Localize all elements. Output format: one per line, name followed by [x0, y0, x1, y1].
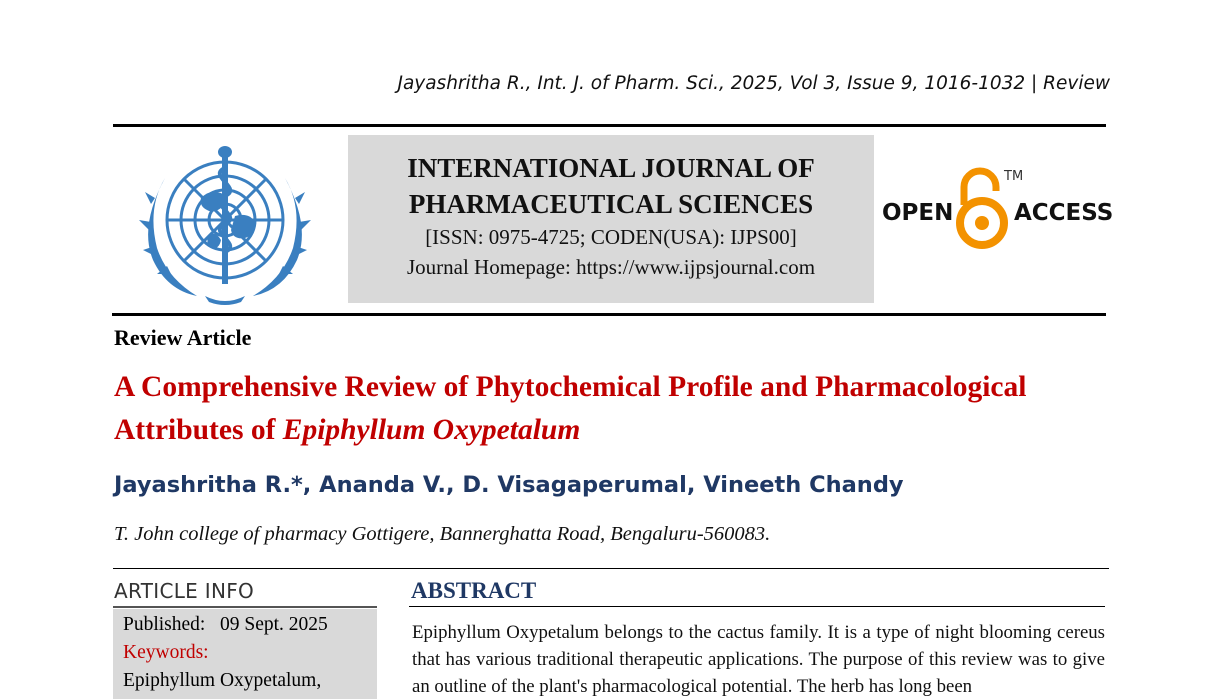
- open-access-logo: [878, 165, 1114, 255]
- published-label: Published:: [123, 614, 206, 635]
- published-date: 09 Sept. 2025: [219, 614, 328, 635]
- article-info-box: [113, 609, 377, 699]
- article-affiliation: T. John college of pharmacy Gottigere, Bannerghatta Road, Bengaluru-560083.: [114, 523, 771, 545]
- keyword-item: Epiphyllum Oxypetalum,: [123, 670, 322, 691]
- article-authors: Jayashritha R.*, Ananda V., D. Visagaperumal, Vineeth Chandy: [114, 472, 904, 498]
- abstract-underline: [409, 606, 1105, 607]
- abstract-heading: ABSTRACT: [411, 578, 537, 603]
- journal-identifiers: [ISSN: 0975-4725; CODEN(USA): IJPS00]: [425, 225, 797, 249]
- masthead-divider: [112, 313, 1106, 316]
- journal-emblem-icon: [125, 138, 325, 308]
- article-info-underline: [113, 606, 377, 608]
- abstract-text: Epiphyllum Oxypetalum belongs to the cactus family. It is a type of night blooming cereus that has various traditional therapeutic applications. The purpose of this review was to give an outline of the plant's pharmacological potential. The herb has long been: [412, 622, 1105, 697]
- article-type: Review Article: [114, 325, 252, 350]
- open-lock-icon: [956, 165, 1008, 251]
- article-title: [114, 366, 1114, 452]
- article-title-text: A Comprehensive Review of Phytochemical Profile and Pharmacological Attributes of: [114, 371, 1027, 446]
- open-access-word-open: OPEN: [882, 200, 954, 226]
- article-info-heading: ARTICLE INFO: [114, 579, 255, 603]
- journal-masthead: [348, 135, 874, 303]
- info-divider: [113, 568, 1109, 569]
- journal-name-line1: INTERNATIONAL JOURNAL OF: [407, 153, 815, 183]
- citation-header: Jayashritha R., Int. J. of Pharm. Sci., 2025, Vol 3, Issue 9, 1016-1032 | Review: [397, 73, 1110, 94]
- journal-name-line2: PHARMACEUTICAL SCIENCES: [408, 189, 814, 219]
- published-row: [123, 611, 377, 639]
- keywords-label: Keywords:: [123, 642, 209, 663]
- open-access-trademark: TM: [1004, 169, 1024, 184]
- top-divider: [113, 124, 1106, 127]
- article-title-species: Epiphyllum Oxypetalum: [282, 414, 581, 446]
- journal-homepage[interactable]: Journal Homepage: https://www.ijpsjournal.com: [406, 255, 816, 279]
- open-access-word-access: ACCESS: [1014, 200, 1114, 226]
